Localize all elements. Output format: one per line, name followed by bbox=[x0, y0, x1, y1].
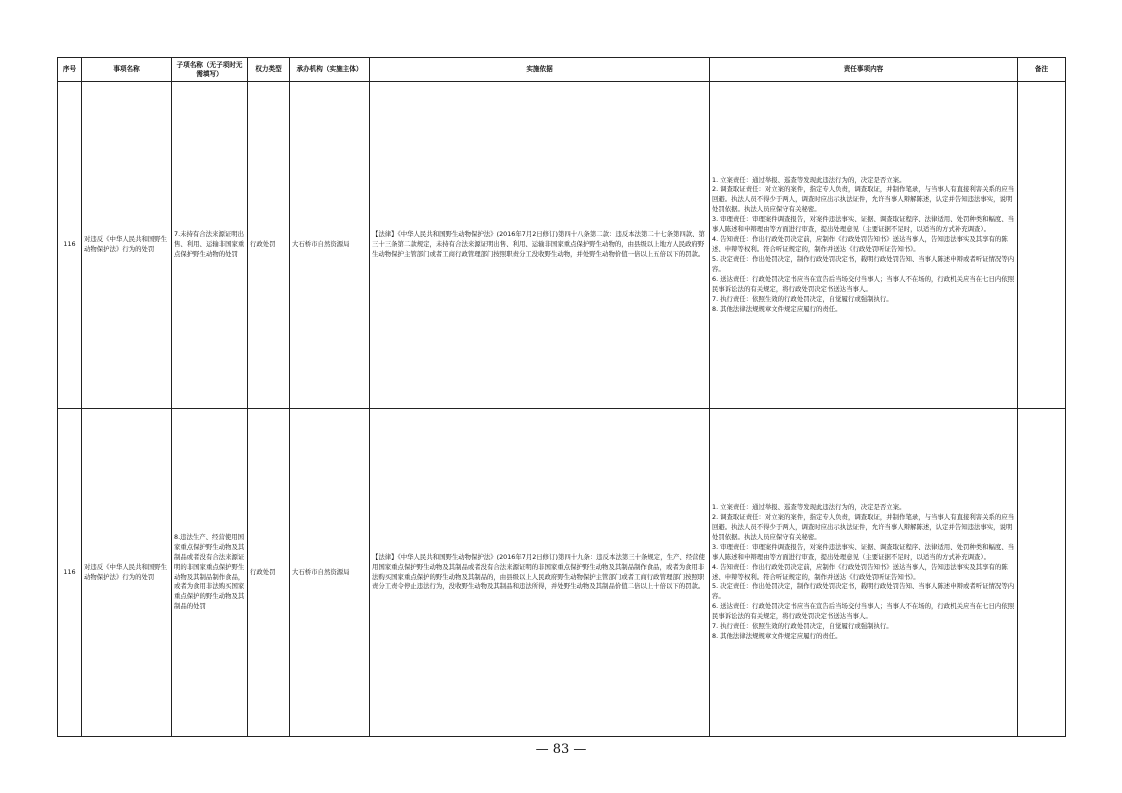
cell-power-type: 行政处罚 bbox=[248, 82, 290, 409]
cell-power-type: 行政处罚 bbox=[248, 409, 290, 737]
cell-sub-item: 7.未持有合法来源证明出售、利用、运输非国家重点保护野生动物的处罚 bbox=[172, 82, 248, 409]
cell-sub-item: 8.违法生产、经营使用国家重点保护野生动物及其制品或者没有合法来源证明的非国家重点保护野生动物及其制品制作食品，或者为食用非法购买国家重点保护的野生动物及其制品的处罚 bbox=[172, 409, 248, 737]
table-row bbox=[58, 82, 1066, 409]
header-seq: 序号 bbox=[58, 58, 82, 82]
cell-responsibility: 1. 立案责任：通过举报、巡查等发现此违法行为的，决定是否立案。 2. 调查取证责任：对立案的案件，指定专人负责，调查取证，并制作笔录，与当事人有直接利害关系的应当回避。执法人员不得少于两人，调查时应出示执法证件，允许当事人辩解陈述，认定并告知违法事实，说明处罚依据。执法人员应保守有关秘密。 3. 审理责任：审理案件调查报告，对案件违法事实、证据、调查取证程序、法律适用、处罚种类和幅度、当事人陈述和申辩理由等方面进行审查，提出处理意见（主要证据不足时，以适当的方式补充调查）。 4. 告知责任：作出行政处罚决定前，应制作《行政处罚告知书》送达当事人，告知违法事实及其享有的陈述、申辩等权利。符合听证规定的，制作并送达《行政处罚听证告知书》。 5. 决定责任：作出处罚决定，制作行政处罚决定书，载明行政处罚告知、当事人陈述申辩或者听证情况等内容。 6. 送达责任：行政处罚决定书应当在宣告后当场交付当事人；当事人不在场的，行政机关应当在七日内依照民事诉讼法的有关规定，将行政处罚决定书送达当事人。 7. 执行责任：依照生效的行政处罚决定，自觉履行或强制执行。 8. 其他法律法规规章文件规定应履行的责任。 bbox=[710, 82, 1018, 409]
cell-item-name: 对违反《中华人民共和国野生动物保护法》行为的处罚 bbox=[82, 409, 172, 737]
header-power-type: 权力类型 bbox=[248, 58, 290, 82]
cell-responsibility: 1. 立案责任：通过举报、巡查等发现此违法行为的，决定是否立案。 2. 调查取证责任：对立案的案件，指定专人负责，调查取证，并制作笔录，与当事人有直接利害关系的应当回避。执法人员不得少于两人，调查时应出示执法证件，允许当事人辩解陈述，认定并告知违法事实，说明处罚依据。执法人员应保守有关秘密。 3. 审理责任：审理案件调查报告，对案件违法事实、证据、调查取证程序、法律适用、处罚种类和幅度、当事人陈述和申辩理由等方面进行审查，提出处理意见（主要证据不足时，以适当的方式补充调查）。 4. 告知责任：作出行政处罚决定前，应制作《行政处罚告知书》送达当事人，告知违法事实及其享有的陈述、申辩等权利。符合听证规定的，制作并送达《行政处罚听证告知书》。 5. 决定责任：作出处罚决定，制作行政处罚决定书，载明行政处罚告知、当事人陈述申辩或者听证情况等内容。 6. 送达责任：行政处罚决定书应当在宣告后当场交付当事人；当事人不在场的，行政机关应当在七日内依照民事诉讼法的有关规定，将行政处罚决定书送达当事人。 7. 执行责任：依照生效的行政处罚决定，自觉履行或强制执行。 8. 其他法律法规规章文件规定应履行的责任。 bbox=[710, 409, 1018, 737]
cell-org: 大石桥市自然资源局 bbox=[290, 82, 370, 409]
cell-item-name: 对违反《中华人民共和国野生动物保护法》行为的处罚 bbox=[82, 82, 172, 409]
cell-remark bbox=[1018, 82, 1066, 409]
header-responsibility: 责任事项内容 bbox=[710, 58, 1018, 82]
header-item-name: 事项名称 bbox=[82, 58, 172, 82]
header-org: 承办机构（实施主体） bbox=[290, 58, 370, 82]
cell-remark bbox=[1018, 409, 1066, 737]
header-sub-item: 子项名称（无子项时无需填写） bbox=[172, 58, 248, 82]
table-row bbox=[58, 409, 1066, 737]
power-list-table bbox=[57, 57, 1066, 737]
cell-seq: 116 bbox=[58, 82, 82, 409]
table-header-row bbox=[58, 58, 1066, 82]
cell-basis: 【法律】《中华人民共和国野生动物保护法》(2016年7月2日修订)第四十九条：违反本法第三十条规定，生产、经营使用国家重点保护野生动物及其制品或者没有合法来源证明的非国家重点保护野生动物及其制品制作食品，或者为食用非法购买国家重点保护的野生动物及其制品的，由县级以上人民政府野生动物保护主管部门或者工商行政管理部门按照职责分工责令停止违法行为，没收野生动物及其制品和违法所得，并处野生动物及其制品价值二倍以上十倍以下的罚款。 bbox=[370, 409, 710, 737]
cell-seq: 116 bbox=[58, 409, 82, 737]
header-basis: 实施依据 bbox=[370, 58, 710, 82]
page-number: — 83 — bbox=[535, 742, 587, 757]
cell-basis: 【法律】《中华人民共和国野生动物保护法》(2016年7月2日修订)第四十八条第二款：违反本法第二十七条第四款、第三十三条第二款规定，未持有合法来源证明出售、利用、运输非国家重点保护野生动物的，由县级以上地方人民政府野生动物保护主管部门或者工商行政管理部门按照职责分工没收野生动物，并处野生动物价值一倍以上五倍以下的罚款。 bbox=[370, 82, 710, 409]
header-remark: 备注 bbox=[1018, 58, 1066, 82]
cell-org: 大石桥市自然资源局 bbox=[290, 409, 370, 737]
